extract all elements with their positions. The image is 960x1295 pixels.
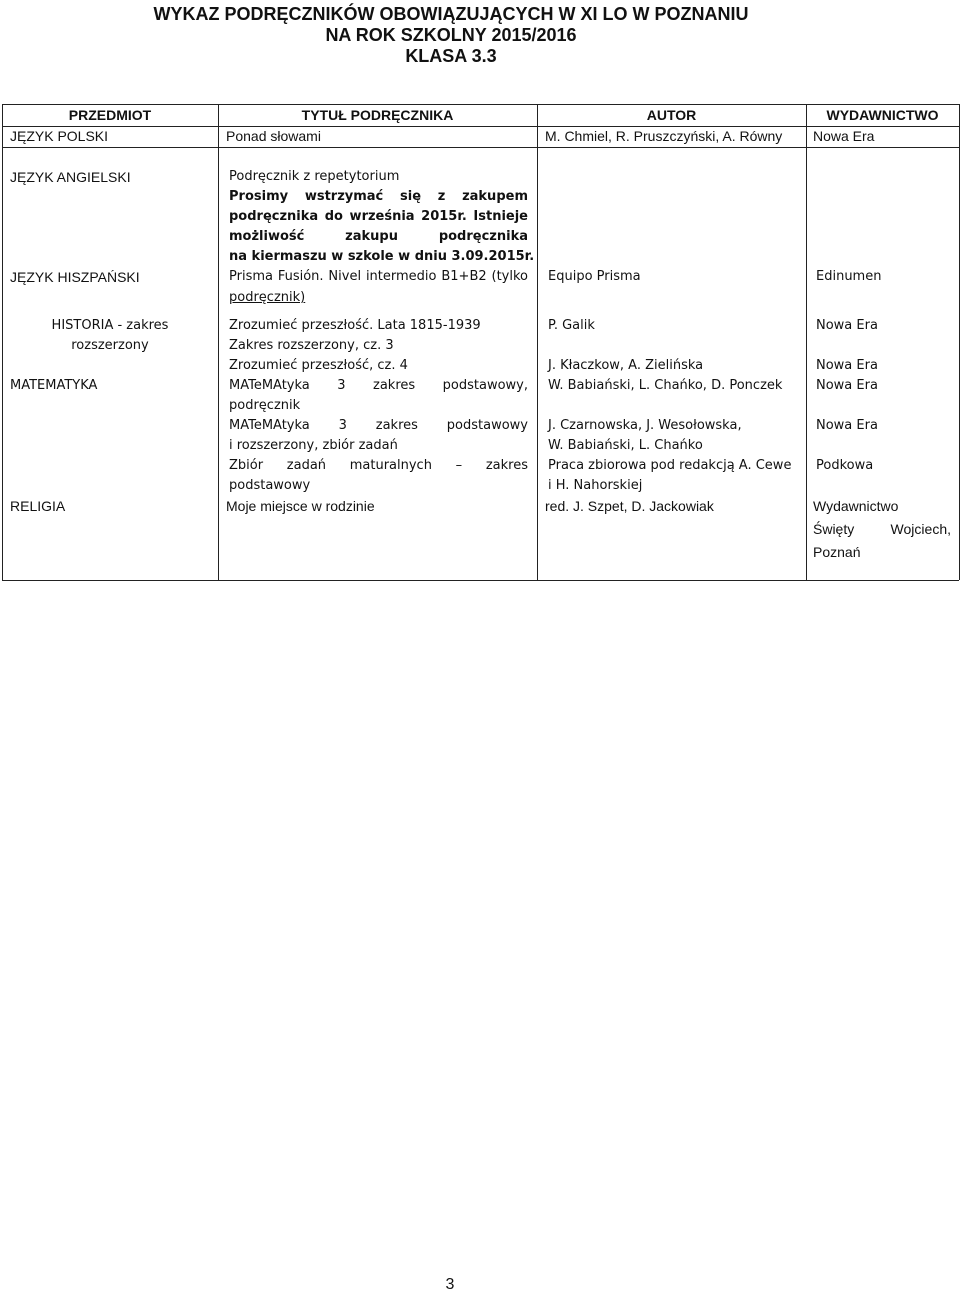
row-angielski-title: Podręcznik z repetytorium	[229, 169, 400, 184]
row-matematyka-title-5: Zbiór zadań maturalnych – zakres	[229, 458, 528, 473]
row-angielski-notice-2: podręcznika do września 2015r. Istnieje	[229, 209, 528, 224]
row-polski-author: M. Chmiel, R. Pruszczyński, A. Równy	[545, 128, 783, 144]
row-religia-author: red. J. Szpet, D. Jackowiak	[545, 498, 714, 514]
table-col-rule-3	[806, 104, 807, 580]
row-matematyka-author-3: W. Babiański, L. Chańko	[548, 438, 703, 453]
row-hiszpanski-subject: JĘZYK HISZPAŃSKI	[10, 269, 140, 285]
row-hiszpanski-title-1: Prisma Fusión. Nivel intermedio B1+B2 (tylko	[229, 269, 528, 284]
row-angielski-notice-1: Prosimy wstrzymać się z zakupem	[229, 189, 528, 204]
title-line-2: NA ROK SZKOLNY 2015/2016	[325, 25, 577, 45]
header-publisher: WYDAWNICTWO	[826, 107, 939, 123]
title-line-3: KLASA 3.3	[405, 46, 497, 66]
table-col-rule-1	[218, 104, 219, 580]
row-historia-author-2: J. Kłaczkow, A. Zielińska	[548, 358, 704, 373]
table-col-rule-2	[537, 104, 538, 580]
row-historia-title-1: Zrozumieć przeszłość. Lata 1815-1939	[229, 318, 481, 333]
row-matematyka-author-5: i H. Nahorskiej	[548, 478, 643, 493]
header-title: TYTUŁ PODRĘCZNIKA	[301, 107, 454, 123]
row-matematyka-title-6: podstawowy	[229, 478, 311, 493]
row-matematyka-subject: MATEMATYKA	[10, 378, 98, 393]
row-matematyka-publisher-2: Nowa Era	[816, 418, 878, 433]
row-historia-publisher-1: Nowa Era	[816, 318, 878, 333]
header-author: AUTOR	[646, 107, 697, 123]
row-matematyka-title-1: MATeMAtyka 3 zakres podstawowy,	[229, 378, 528, 393]
title-line-1: WYKAZ PODRĘCZNIKÓW OBOWIĄZUJĄCYCH W XI LO W POZNANIU	[153, 4, 749, 24]
row-polski-subject: JĘZYK POLSKI	[10, 128, 109, 144]
table-rule-bottom	[2, 580, 959, 581]
row-matematyka-publisher-3: Podkowa	[816, 458, 874, 473]
page-number: 3	[445, 1276, 455, 1293]
document-title	[150, 4, 752, 67]
row-historia-title-3: Zrozumieć przeszłość, cz. 4	[229, 358, 408, 373]
row-religia-publisher-3: Poznań	[813, 544, 861, 560]
row-religia-title: Moje miejsce w rodzinie	[226, 498, 375, 514]
row-matematyka-author-2: J. Czarnowska, J. Wesołowska,	[548, 418, 742, 433]
row-hiszpanski-author: Equipo Prisma	[548, 269, 641, 284]
row-historia-title-2: Zakres rozszerzony, cz. 3	[229, 338, 394, 353]
row-historia-author-1: P. Galik	[548, 318, 595, 333]
table-rule-polski	[2, 147, 959, 148]
row-historia-subject-1: HISTORIA - zakres	[51, 318, 169, 333]
row-angielski-notice-4: na kiermaszu w szkole w dniu 3.09.2015r.	[229, 249, 535, 264]
row-matematyka-title-4: i rozszerzony, zbiór zadań	[229, 438, 398, 453]
row-religia-publisher-2: Święty Wojciech,	[813, 521, 951, 537]
row-matematyka-author-4: Praca zbiorowa pod redakcją A. Cewe	[548, 458, 792, 473]
row-hiszpanski-title-2: podręcznik)	[229, 290, 306, 305]
row-polski-publisher: Nowa Era	[813, 128, 875, 144]
row-historia-publisher-2: Nowa Era	[816, 358, 878, 373]
row-religia-subject: RELIGIA	[10, 498, 66, 514]
header-subject: PRZEDMIOT	[68, 107, 152, 123]
row-matematyka-author-1: W. Babiański, L. Chańko, D. Ponczek	[548, 378, 783, 393]
row-religia-publisher-1: Wydawnictwo	[813, 498, 899, 514]
row-polski-title: Ponad słowami	[226, 128, 321, 144]
row-matematyka-title-2: podręcznik	[229, 398, 301, 413]
row-angielski-subject: JĘZYK ANGIELSKI	[10, 169, 131, 185]
row-historia-subject-2: rozszerzony	[71, 338, 149, 353]
row-matematyka-publisher-1: Nowa Era	[816, 378, 878, 393]
row-hiszpanski-publisher: Edinumen	[816, 269, 882, 284]
row-angielski-notice-3: możliwość zakupu podręcznika	[229, 229, 528, 244]
row-matematyka-title-3: MATeMAtyka 3 zakres podstawowy	[229, 418, 528, 433]
table-col-rule-0	[2, 104, 3, 580]
